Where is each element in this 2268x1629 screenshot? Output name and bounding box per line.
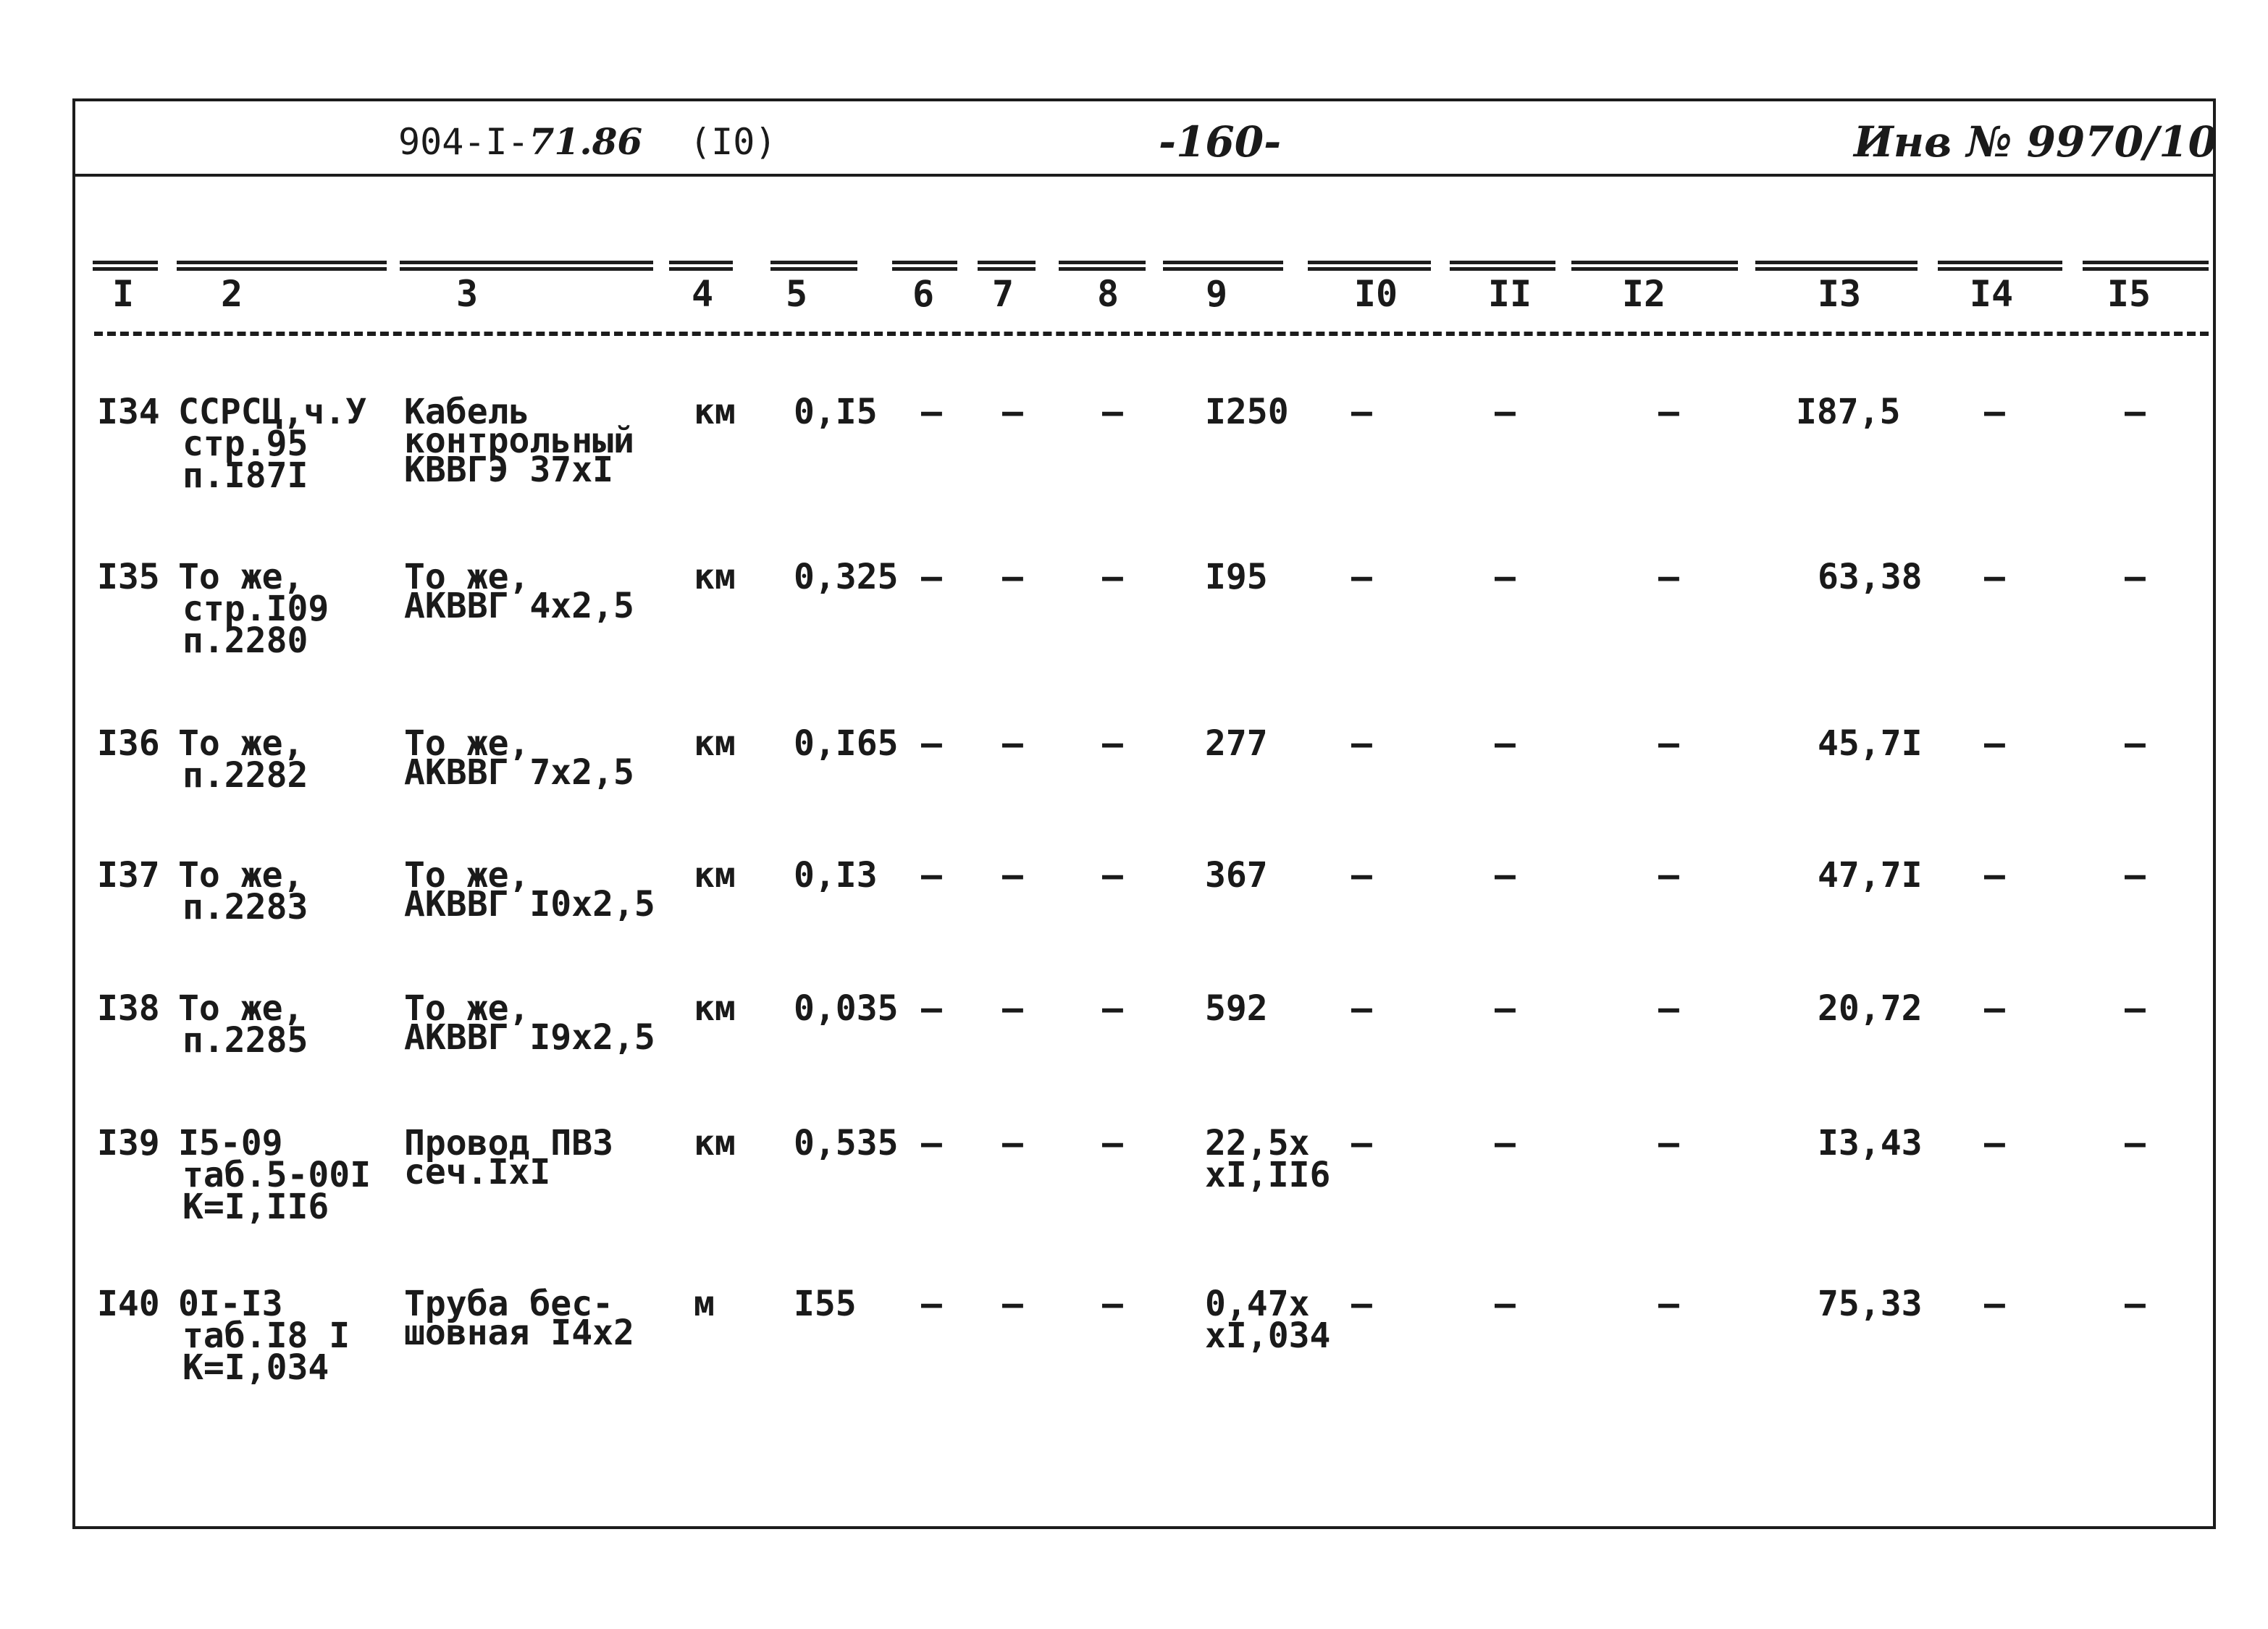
rate-reference-line: I5-09 bbox=[178, 1123, 283, 1163]
column-7-dash: – bbox=[1002, 723, 1023, 764]
column-number: I bbox=[112, 273, 135, 315]
item-description-line: То же, bbox=[404, 855, 530, 896]
column-10-dash: – bbox=[1351, 392, 1372, 432]
column-header-rule bbox=[892, 261, 957, 271]
column-11-dash: – bbox=[1495, 988, 1516, 1029]
column-number: 9 bbox=[1205, 273, 1228, 315]
quantity: I55 bbox=[794, 1284, 857, 1324]
column-15-dash: – bbox=[2125, 557, 2146, 597]
unit-of-measure: км bbox=[694, 723, 736, 764]
column-15-dash: – bbox=[2125, 855, 2146, 896]
column-number: 8 bbox=[1096, 273, 1120, 315]
unit-price-line: 0,47х bbox=[1205, 1284, 1310, 1324]
rate-reference-line: К=I,II6 bbox=[182, 1187, 329, 1227]
quantity: 0,I3 bbox=[794, 855, 878, 896]
column-number: 3 bbox=[455, 273, 479, 315]
column-12-dash: – bbox=[1658, 557, 1679, 597]
unit-of-measure: км bbox=[694, 557, 736, 597]
column-number: I5 bbox=[2107, 273, 2151, 315]
rate-reference-line: 0I-I3 bbox=[178, 1284, 283, 1324]
rate-reference-line: К=I,034 bbox=[182, 1347, 329, 1388]
column-15-dash: – bbox=[2125, 1123, 2146, 1163]
column-7-dash: – bbox=[1002, 557, 1023, 597]
rate-reference-line: То же, bbox=[178, 855, 304, 896]
unit-of-measure: м bbox=[694, 1284, 715, 1324]
column-header-rule bbox=[1308, 261, 1431, 271]
item-description-line: Провод ПВЗ bbox=[404, 1123, 613, 1163]
column-header-rule bbox=[1059, 261, 1146, 271]
column-header-rule bbox=[1755, 261, 1918, 271]
rate-reference-line: п.2280 bbox=[182, 620, 308, 661]
unit-price-line: 22,5х bbox=[1205, 1123, 1310, 1163]
column-7-dash: – bbox=[1002, 1123, 1023, 1163]
column-8-dash: – bbox=[1102, 392, 1123, 432]
column-14-dash: – bbox=[1984, 855, 2005, 896]
column-11-dash: – bbox=[1495, 557, 1516, 597]
rate-reference-line: То же, bbox=[178, 723, 304, 764]
unit-price-line: 367 bbox=[1205, 855, 1268, 896]
column-10-dash: – bbox=[1351, 557, 1372, 597]
column-10-dash: – bbox=[1351, 988, 1372, 1029]
item-description-line: Кабель bbox=[404, 392, 530, 432]
column-14-dash: – bbox=[1984, 557, 2005, 597]
column-header-rule bbox=[93, 261, 158, 271]
header-rule bbox=[72, 174, 2216, 177]
column-14-dash: – bbox=[1984, 1284, 2005, 1324]
rate-reference-line: ССРСЦ,ч.У bbox=[178, 392, 367, 432]
column-header-rule bbox=[177, 261, 387, 271]
column-number-rule bbox=[94, 332, 2209, 336]
unit-price-line: 592 bbox=[1205, 988, 1268, 1029]
column-header-rule bbox=[400, 261, 653, 271]
unit-of-measure: км bbox=[694, 988, 736, 1029]
rate-reference-line: То же, bbox=[178, 988, 304, 1029]
item-description-line: шовная I4х2 bbox=[404, 1313, 634, 1353]
total-cost: 75,33 bbox=[1818, 1284, 1923, 1324]
column-6-dash: – bbox=[921, 1123, 942, 1163]
column-header-rule bbox=[1571, 261, 1738, 271]
page-number: -160- bbox=[1159, 117, 1282, 167]
total-cost: 47,7I bbox=[1818, 855, 1923, 896]
column-number: I2 bbox=[1621, 273, 1666, 315]
rate-reference-line: таб.I8 I bbox=[182, 1316, 350, 1356]
column-11-dash: – bbox=[1495, 723, 1516, 764]
rate-reference-line: стр.95 bbox=[182, 424, 308, 464]
item-description-line: То же, bbox=[404, 723, 530, 764]
column-header-rule bbox=[1450, 261, 1555, 271]
unit-price-line: хI,II6 bbox=[1205, 1155, 1331, 1195]
column-number: 2 bbox=[220, 273, 243, 315]
rate-reference-line: п.2283 bbox=[182, 887, 308, 927]
column-6-dash: – bbox=[921, 723, 942, 764]
column-11-dash: – bbox=[1495, 855, 1516, 896]
column-12-dash: – bbox=[1658, 988, 1679, 1029]
item-description-line: АКВВГ 7х2,5 bbox=[404, 752, 634, 793]
column-12-dash: – bbox=[1658, 1284, 1679, 1324]
column-8-dash: – bbox=[1102, 557, 1123, 597]
unit-of-measure: км bbox=[694, 392, 736, 432]
sheet-number: (I0) bbox=[689, 121, 777, 163]
column-8-dash: – bbox=[1102, 1123, 1123, 1163]
quantity: 0,I5 bbox=[794, 392, 878, 432]
column-header-rule bbox=[978, 261, 1036, 271]
unit-price-line: I250 bbox=[1205, 392, 1289, 432]
column-6-dash: – bbox=[921, 988, 942, 1029]
quantity: 0,535 bbox=[794, 1123, 899, 1163]
item-number: I34 bbox=[97, 392, 160, 432]
total-cost: I87,5 bbox=[1796, 392, 1901, 432]
rate-reference-line: п.I87I bbox=[182, 455, 308, 496]
column-12-dash: – bbox=[1658, 723, 1679, 764]
item-number: I40 bbox=[97, 1284, 160, 1324]
column-14-dash: – bbox=[1984, 988, 2005, 1029]
total-cost: I3,43 bbox=[1818, 1123, 1923, 1163]
item-number: I35 bbox=[97, 557, 160, 597]
column-8-dash: – bbox=[1102, 988, 1123, 1029]
column-6-dash: – bbox=[921, 1284, 942, 1324]
column-11-dash: – bbox=[1495, 1123, 1516, 1163]
item-number: I36 bbox=[97, 723, 160, 764]
item-description-line: Труба бес- bbox=[404, 1284, 613, 1324]
item-description-line: АКВВГ 4х2,5 bbox=[404, 586, 634, 626]
column-header-rule bbox=[770, 261, 857, 271]
column-10-dash: – bbox=[1351, 723, 1372, 764]
unit-price-line: I95 bbox=[1205, 557, 1268, 597]
item-description-line: То же, bbox=[404, 557, 530, 597]
column-number: 4 bbox=[691, 273, 714, 315]
item-description-line: контрольный bbox=[404, 421, 634, 461]
rate-reference-line: стр.I09 bbox=[182, 589, 329, 629]
rate-reference-line: таб.5-00I bbox=[182, 1155, 371, 1195]
quantity: 0,035 bbox=[794, 988, 899, 1029]
column-number: I0 bbox=[1353, 273, 1398, 315]
column-11-dash: – bbox=[1495, 392, 1516, 432]
column-number: 7 bbox=[991, 273, 1015, 315]
unit-price-line: 277 bbox=[1205, 723, 1268, 764]
document-code-handwritten: 71.86 bbox=[529, 120, 643, 163]
column-15-dash: – bbox=[2125, 1284, 2146, 1324]
column-7-dash: – bbox=[1002, 392, 1023, 432]
rate-reference-line: п.2282 bbox=[182, 755, 308, 796]
column-15-dash: – bbox=[2125, 723, 2146, 764]
column-10-dash: – bbox=[1351, 1284, 1372, 1324]
quantity: 0,325 bbox=[794, 557, 899, 597]
rate-reference-line: п.2285 bbox=[182, 1020, 308, 1061]
document-code-printed: 904-I- bbox=[398, 121, 529, 163]
item-number: I39 bbox=[97, 1123, 160, 1163]
column-14-dash: – bbox=[1984, 392, 2005, 432]
column-12-dash: – bbox=[1658, 1123, 1679, 1163]
column-header-rule bbox=[2083, 261, 2209, 271]
item-description-line: КВВГЭ 37хI bbox=[404, 450, 613, 490]
column-number: I4 bbox=[1969, 273, 2014, 315]
inventory-number: Инв № 9970/10 bbox=[1854, 117, 2217, 167]
column-number: 6 bbox=[912, 273, 935, 315]
column-header-rule bbox=[1938, 261, 2062, 271]
total-cost: 63,38 bbox=[1818, 557, 1923, 597]
column-15-dash: – bbox=[2125, 392, 2146, 432]
item-description-line: То же, bbox=[404, 988, 530, 1029]
unit-of-measure: км bbox=[694, 1123, 736, 1163]
item-description-line: АКВВГ I0х2,5 bbox=[404, 884, 655, 925]
column-10-dash: – bbox=[1351, 1123, 1372, 1163]
column-6-dash: – bbox=[921, 855, 942, 896]
column-number: I3 bbox=[1817, 273, 1862, 315]
total-cost: 45,7I bbox=[1818, 723, 1923, 764]
unit-price-line: хI,034 bbox=[1205, 1316, 1331, 1356]
item-number: I38 bbox=[97, 988, 160, 1029]
document-code bbox=[398, 120, 642, 164]
column-12-dash: – bbox=[1658, 855, 1679, 896]
column-15-dash: – bbox=[2125, 988, 2146, 1029]
column-7-dash: – bbox=[1002, 988, 1023, 1029]
item-description-line: сеч.IхI bbox=[404, 1152, 551, 1192]
column-6-dash: – bbox=[921, 557, 942, 597]
column-8-dash: – bbox=[1102, 723, 1123, 764]
column-number: 5 bbox=[785, 273, 808, 315]
column-8-dash: – bbox=[1102, 1284, 1123, 1324]
column-12-dash: – bbox=[1658, 392, 1679, 432]
column-header-rule bbox=[1163, 261, 1283, 271]
total-cost: 20,72 bbox=[1818, 988, 1923, 1029]
unit-of-measure: км bbox=[694, 855, 736, 896]
column-11-dash: – bbox=[1495, 1284, 1516, 1324]
column-14-dash: – bbox=[1984, 1123, 2005, 1163]
rate-reference-line: То же, bbox=[178, 557, 304, 597]
quantity: 0,I65 bbox=[794, 723, 899, 764]
column-8-dash: – bbox=[1102, 855, 1123, 896]
item-number: I37 bbox=[97, 855, 160, 896]
column-7-dash: – bbox=[1002, 1284, 1023, 1324]
column-14-dash: – bbox=[1984, 723, 2005, 764]
item-description-line: АКВВГ I9х2,5 bbox=[404, 1017, 655, 1058]
column-7-dash: – bbox=[1002, 855, 1023, 896]
column-6-dash: – bbox=[921, 392, 942, 432]
column-number: II bbox=[1487, 273, 1532, 315]
column-10-dash: – bbox=[1351, 855, 1372, 896]
column-header-rule bbox=[669, 261, 733, 271]
